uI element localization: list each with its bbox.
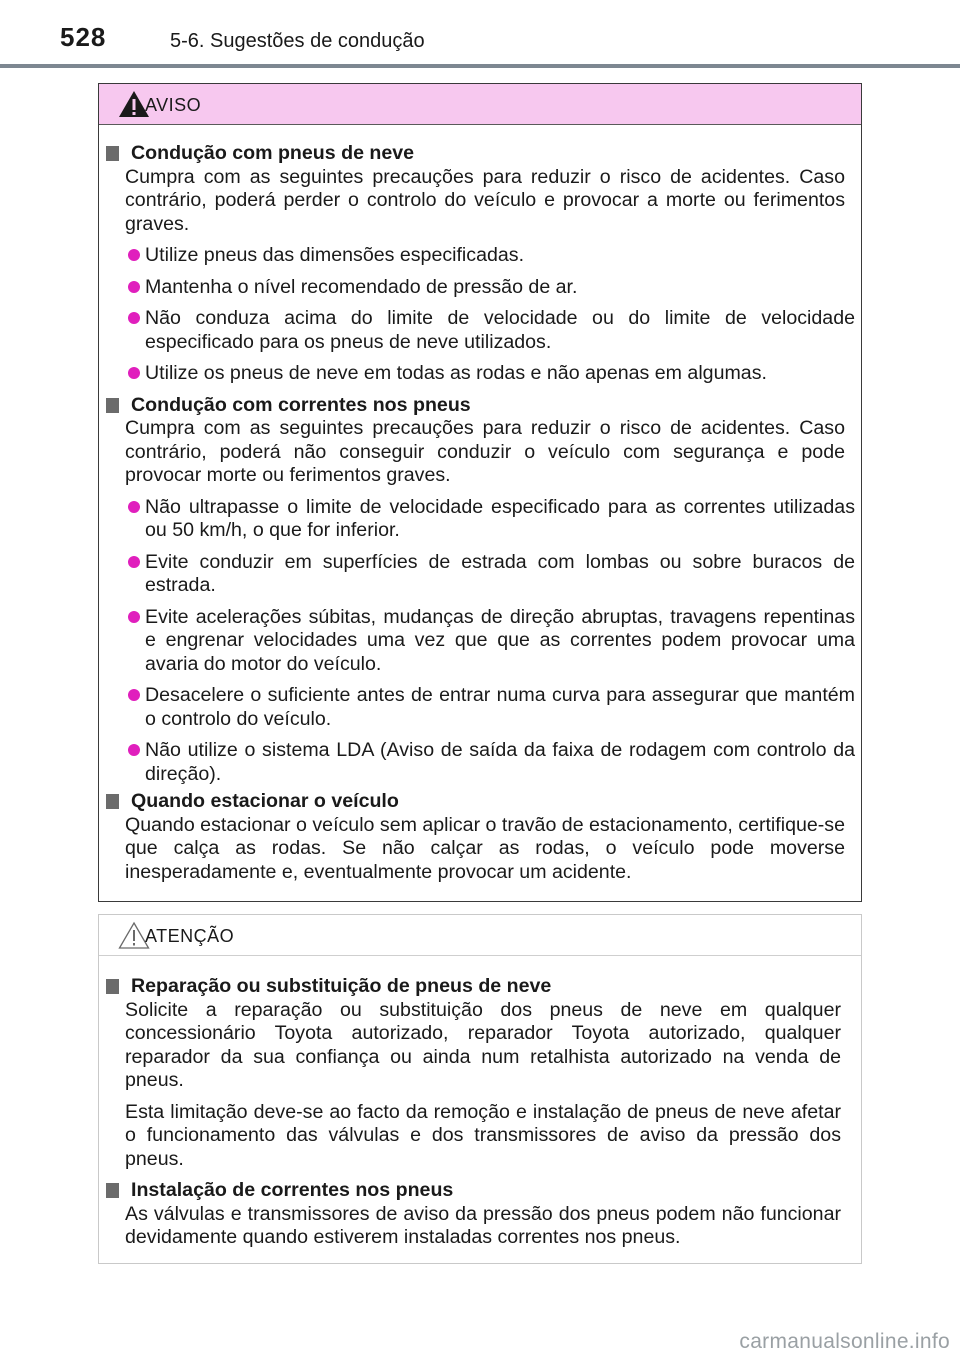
bullet-item <box>99 551 855 598</box>
bullet-item <box>99 684 855 731</box>
heading-text: Reparação ou substituição de pneus de neve <box>131 975 552 997</box>
bullet-text: Utilize os pneus de neve em todas as rodas e não apenas em algumas. <box>145 362 767 384</box>
bullet-dot-icon <box>128 501 140 513</box>
bullet-text: Utilize pneus das dimensões especificadas. <box>145 244 525 266</box>
bullet-dot-icon <box>128 367 140 379</box>
bullet-item <box>99 739 855 786</box>
watermark-link[interactable]: carmanualsonline.info <box>739 1330 950 1353</box>
paragraph: Cumpra com as seguintes precauções para reduzir o risco de acidentes. Caso contrário, poderá perder o controlo do veículo e provocar a morte ou ferimentos graves. <box>125 165 845 235</box>
bullet-item <box>99 307 855 354</box>
caution-heading-repair <box>105 975 861 999</box>
paragraph: Solicite a reparação ou substituição dos pneus de neve em qualquer concessionário Toyota autorizado, reparador Toyota autorizado, qualquer reparador da sua confiança ou ainda num retalhista autorizado na venda de pneus. <box>125 998 841 1091</box>
bullet-dot-icon <box>128 249 140 261</box>
paragraph: Quando estacionar o veículo sem aplicar o travão de estacionamento, certifique-se que calça as rodas. Se não calçar as rodas, o veículo pode moverse inesperadamente e, eventualmente provocar um acidente. <box>125 813 845 883</box>
heading-square-icon <box>106 398 119 413</box>
bullet-text: Evite acelerações súbitas, mudanças de direção abruptas, travagens repentinas e engrenar velocidades uma vez que que as correntes podem provocar uma avaria do motor do veículo. <box>145 605 855 675</box>
bullet-dot-icon <box>128 312 140 324</box>
warning-heading-parking <box>105 790 861 814</box>
warning-box <box>98 83 862 902</box>
bullet-dot-icon <box>128 744 140 756</box>
spacer <box>99 1093 861 1101</box>
bullet-text: Mantenha o nível recomendado de pressão de ar. <box>145 275 578 298</box>
heading-square-icon <box>106 1183 119 1198</box>
bullet-dot-icon <box>128 556 140 568</box>
bullet-text: Não ultrapasse o limite de velocidade especificado para as correntes utilizadas ou 50 km/h, o que for inferior. <box>145 495 855 541</box>
caution-header <box>99 915 861 956</box>
bullet-text: Evite conduzir em superfícies de estrada com lombas ou sobre buracos de estrada. <box>145 550 855 596</box>
bullet-dot-icon <box>128 611 140 623</box>
spacer <box>99 1171 861 1179</box>
caution-heading-chains <box>105 1179 861 1203</box>
bullet-item <box>99 496 855 543</box>
bullet-item <box>99 244 855 268</box>
bullet-item <box>99 362 855 386</box>
heading-square-icon <box>106 979 119 994</box>
warning-header <box>99 84 861 125</box>
paragraph: Esta limitação deve-se ao facto da remoção e instalação de pneus de neve afetar o funcionamento das válvulas e dos transmissores de aviso da pressão dos pneus. <box>125 1100 841 1170</box>
bullet-text: Desacelere o suficiente antes de entrar numa curva para assegurar que mantém o controlo do veículo. <box>145 684 855 730</box>
bullet-dot-icon <box>128 689 140 701</box>
heading-text: Condução com pneus de neve <box>131 142 415 164</box>
spacer <box>99 386 861 394</box>
warning-heading-snow-tires <box>105 142 861 166</box>
heading-text: Instalação de correntes nos pneus <box>131 1179 454 1201</box>
bullet-item <box>99 276 855 300</box>
page-header <box>0 0 960 68</box>
heading-square-icon <box>106 794 119 809</box>
section-title: 5-6. Sugestões de condução <box>170 30 425 52</box>
paragraph: Cumpra com as seguintes precauções para reduzir o risco de acidentes. Caso contrário, poderá não conseguir conduzir o veículo com segurança e pode provocar morte ou ferimentos graves. <box>125 417 845 486</box>
warning-heading-chains <box>105 394 861 418</box>
warning-content <box>99 142 861 884</box>
caution-box <box>98 914 862 1264</box>
heading-text: Condução com correntes nos pneus <box>131 393 471 416</box>
caution-label: ATENÇÃO <box>145 926 235 946</box>
caution-content <box>99 975 861 1250</box>
heading-text: Quando estacionar o veículo <box>131 790 399 812</box>
bullet-text: Não utilize o sistema LDA (Aviso de saída da faixa de rodagem com controlo da direção). <box>145 739 855 785</box>
page-number: 528 <box>60 22 107 52</box>
heading-square-icon <box>106 146 119 161</box>
warning-label: AVISO <box>145 95 202 115</box>
paragraph: As válvulas e transmissores de aviso da pressão dos pneus podem não funcionar devidamente quando estiverem instaladas correntes nos pneus. <box>125 1202 841 1248</box>
header-divider <box>0 64 960 68</box>
bullet-dot-icon <box>128 281 140 293</box>
bullet-item <box>99 606 855 677</box>
bullet-text: Não conduza acima do limite de velocidade ou do limite de velocidade especificado para os pneus de neve utilizados. <box>145 307 855 353</box>
